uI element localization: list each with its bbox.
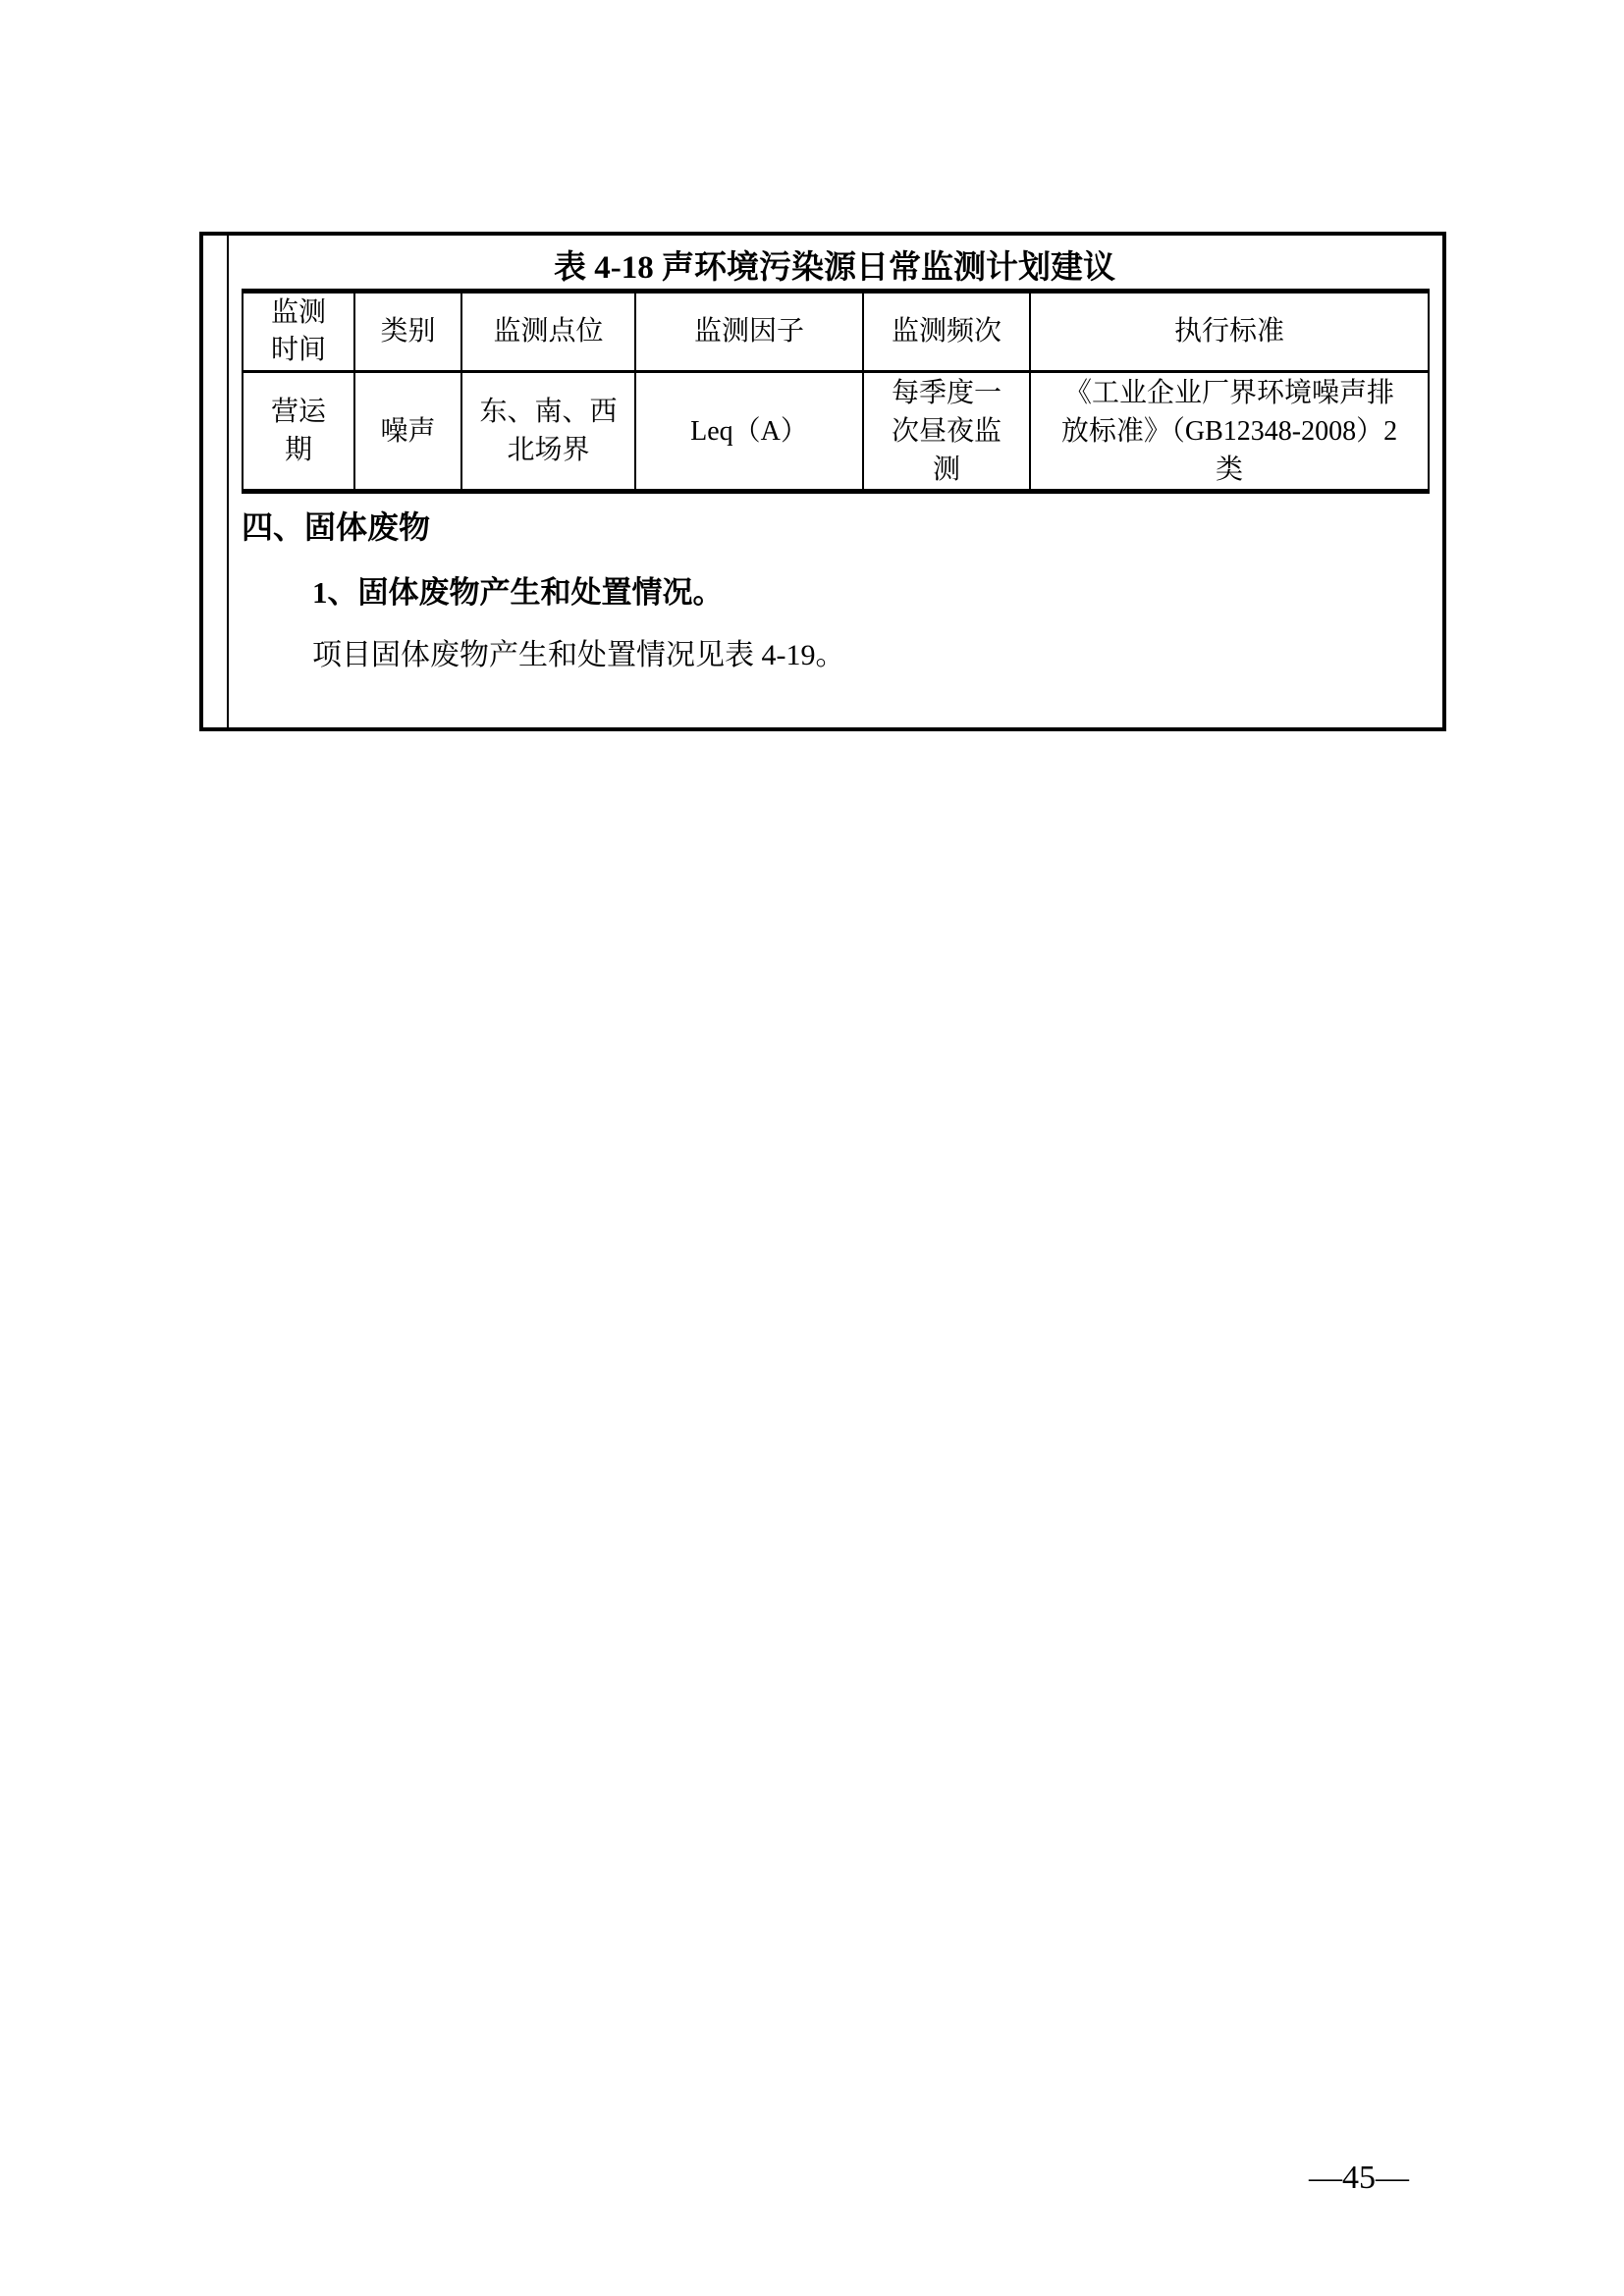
section-paragraph-see-table: 项目固体废物产生和处置情况见表 4-19。 (312, 639, 845, 671)
section-subheading-generation-disposal: 1、固体废物产生和处置情况。 (312, 575, 724, 610)
cell-monitor-point: 东、南、西北场界 (461, 372, 635, 492)
header-monitor-point: 监测点位 (461, 292, 635, 372)
cell-monitor-frequency: 每季度一次昼夜监测 (863, 372, 1030, 492)
cell-category: 噪声 (354, 372, 461, 492)
header-monitor-factor: 监测因子 (635, 292, 863, 372)
table-data-row (243, 372, 1429, 492)
cell-monitor-time: 营运期 (243, 372, 354, 492)
header-monitor-frequency: 监测频次 (863, 292, 1030, 372)
table-header-row (243, 292, 1429, 372)
noise-monitoring-table (242, 289, 1430, 494)
cell-standard: 《工业企业厂界环境噪声排放标准》（GB12348-2008）2类 (1030, 372, 1429, 492)
header-standard: 执行标准 (1030, 292, 1429, 372)
table-caption: 表 4-18 声环境污染源日常监测计划建议 (554, 250, 1115, 286)
page-number: —45— (1309, 2160, 1409, 2196)
frame-inner-left-line (227, 236, 229, 727)
cell-monitor-factor: Leq（A） (635, 372, 863, 492)
section-heading-solid-waste: 四、固体废物 (242, 509, 431, 545)
header-category: 类别 (354, 292, 461, 372)
header-monitor-time: 监测时间 (243, 292, 354, 372)
